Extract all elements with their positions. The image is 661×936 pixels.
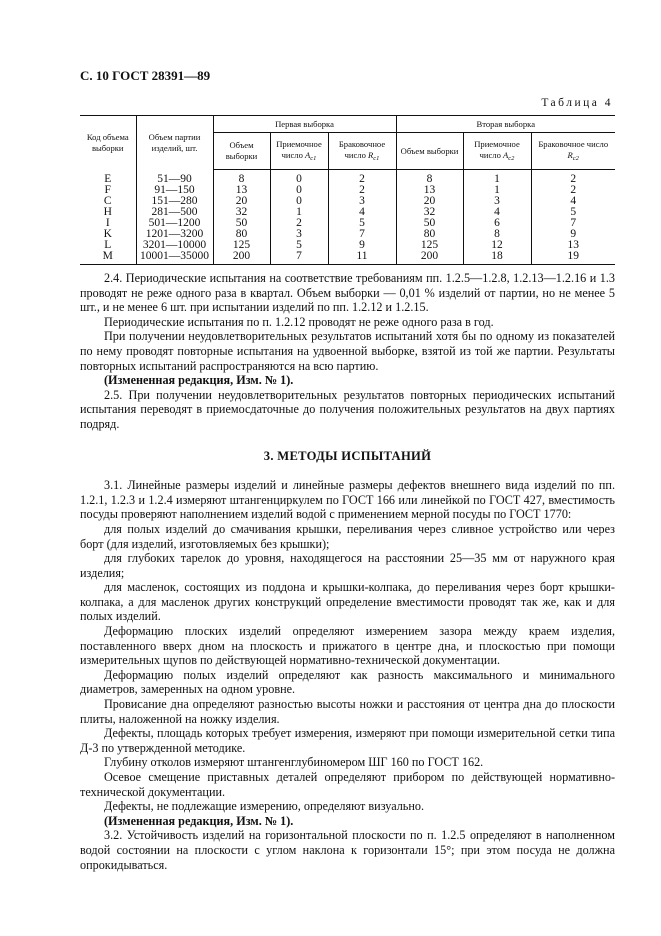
cell-code: C	[103, 195, 112, 207]
cell-code: K	[103, 228, 112, 240]
cell-lot: 1201—3200	[136, 229, 213, 240]
cell-volume-1: 80	[213, 229, 270, 240]
page-header: С. 10 ГОСТ 28391—89	[80, 68, 211, 83]
paragraph-deform-flat: Деформацию плоских изделий определяют измерением зазора между краем изделия, поставленного вверх дном на плоскость и прижатого в центре дна, и плоскостью при помощи измерительных щупов по действующей нормативно-технической документации.	[80, 624, 615, 668]
cell-volume-2: 200	[396, 251, 463, 265]
paragraph-chips: Глубину отколов измеряют штангенглубиномером ШГ 160 по ГОСТ 162.	[104, 755, 484, 770]
cell-reject-1: 7	[328, 229, 396, 240]
cell-volume-1: 20	[213, 196, 270, 207]
cell-reject-2: 2	[531, 170, 615, 186]
cell-accept-2: 1	[463, 185, 531, 196]
paragraph-3-1: 3.1. Линейные размеры изделий и линейные размеры дефектов внешнего вида изделий по пп. 1.2.1, 1.2.3 и 1.2.4 измеряют штангенциркулем по ГОСТ 166 или линейкой по ГОСТ 427, вместимость посуды проверяют наполнением изделий водой с применением мерной посуды по ГОСТ 1770:	[80, 478, 615, 522]
cell-reject-2: 4	[531, 196, 615, 207]
table-row	[80, 251, 615, 265]
paragraph-defects-area: Дефекты, площадь которых требует измерения, измеряют при помощи измерительной сетки типа Д-3 по утвержденной методике.	[80, 726, 615, 755]
paragraph-deform-hollow: Деформацию полых изделий определяют как разность максимального и минимального диаметров, замеренных на одном уровне.	[80, 667, 615, 697]
cell-code: M	[80, 251, 136, 265]
cell-reject-1: 5	[328, 218, 396, 229]
cell-accept-1: 7	[270, 251, 328, 265]
header-reject-2: Браковочное число $R_{c2}$	[531, 133, 615, 170]
cell-volume-2: 80	[396, 229, 463, 240]
paragraph-deep-plates: для глубоких тарелок до уровня, находящегося на расстоянии 25—35 мм от наружного края изделия;	[80, 551, 615, 580]
header-accept-2: Приемочное число $A_{c2}$	[463, 133, 531, 170]
cell-reject-1: 2	[328, 185, 396, 196]
header-accept-1: Приемочное число $A_{c1}$	[270, 133, 328, 170]
paragraph-2-5: 2.5. При получении неудовлетворительных результатов повторных периодических испытаний испытания переводят в приемосдаточные до получения положительных результатов на двух партиях подряд.	[80, 387, 615, 431]
header-code: Код объема выборки	[80, 116, 136, 170]
cell-volume-2: 20	[396, 196, 463, 207]
paragraph-hollow: для полых изделий до смачивания крышки, переливания через сливное устройство или через борт (для изделий, изготовляемых без крышки);	[80, 521, 615, 551]
cell-volume-1: 32	[213, 207, 270, 218]
cell-volume-2: 125	[396, 240, 463, 251]
cell-lot: 10001—35000	[136, 251, 213, 265]
cell-lot: 501—1200	[136, 218, 213, 229]
cell-reject-1: 4	[328, 207, 396, 218]
paragraph-3-2: 3.2. Устойчивость изделий на горизонтальной плоскости по п. 1.2.5 определяют в наполненном водой состоянии на плоскости с углом наклона к горизонтали 15°; при этом посуда не должна опрокидываться.	[80, 828, 615, 872]
cell-reject-1: 2	[328, 170, 396, 186]
header-second-sample: Вторая выборка	[396, 116, 615, 133]
cell-reject-1: 3	[328, 196, 396, 207]
cell-volume-1: 200	[213, 251, 270, 265]
cell-accept-1: 1	[270, 207, 328, 218]
cell-reject-1: 11	[328, 251, 396, 265]
cell-accept-1: 0	[270, 196, 328, 207]
cell-accept-2: 6	[463, 218, 531, 229]
cell-lot: 151—280	[136, 196, 213, 207]
amendment-note: (Измененная редакция, Изм. № 1).	[104, 813, 294, 828]
header-volume-1: Объем выборки	[213, 133, 270, 170]
body-text	[80, 271, 615, 872]
paragraph-failure: При получении неудовлетворительных результатов испытаний хотя бы по одному из показателей по нему проводят повторные испытания на удвоенной выборке, взятой из той же партии. Результаты повторных испытаний распространяются на всю партию.	[80, 329, 615, 373]
header-first-sample: Первая выборка	[213, 116, 396, 133]
cell-volume-2: 8	[396, 170, 463, 186]
cell-accept-2: 4	[463, 207, 531, 218]
cell-lot: 51—90	[136, 170, 213, 186]
table-body	[80, 170, 615, 265]
cell-volume-2: 13	[396, 185, 463, 196]
paragraph-axial-offset: Осевое смещение приставных деталей определяют прибором по действующей нормативно-технической документации.	[80, 770, 615, 799]
header-lot-size: Объем партии изделий, шт.	[136, 116, 213, 170]
cell-volume-1: 8	[213, 170, 270, 186]
paragraph-sag: Провисание дна определяют разностью высоты ножки и расстояния от центра дна до плоскости плиты, наложенной на ножку изделия.	[80, 697, 615, 726]
cell-volume-1: 50	[213, 218, 270, 229]
section-heading: 3. МЕТОДЫ ИСПЫТАНИЙ	[263, 448, 432, 463]
sampling-table	[80, 115, 615, 265]
paragraph-visual: Дефекты, не подлежащие измерению, определяют визуально.	[104, 799, 425, 814]
cell-lot: 281—500	[136, 207, 213, 218]
cell-accept-1: 2	[270, 218, 328, 229]
cell-reject-2: 7	[531, 218, 615, 229]
cell-reject-2: 2	[531, 185, 615, 196]
cell-reject-2: 13	[531, 240, 615, 251]
paragraph-butter-dishes: для масленок, состоящих из поддона и крышки-колпака, до переливания через борт крышки-колпака, а для масленок других конструкций определение вместимости проводят так же, как и для полых изделий.	[80, 580, 615, 624]
cell-lot: 3201—10000	[136, 240, 213, 251]
amendment-note: (Измененная редакция, Изм. № 1).	[104, 373, 294, 388]
table-row	[80, 170, 615, 186]
cell-accept-1: 0	[270, 185, 328, 196]
table-label: Таблица 4	[541, 97, 613, 109]
paragraph-2-4: 2.4. Периодические испытания на соответствие требованиям пп. 1.2.5—1.2.8, 1.2.13—1.2.16 и 1.3 проводят не реже одного раза в квартал. Объем выборки — 0,01 % изделий от партии, но не менее 5 шт., и не менее 6 шт. при испытании изделий по пп. 1.2.12 и 1.2.15.	[80, 271, 615, 315]
cell-accept-2: 8	[463, 229, 531, 240]
cell-lot: 91—150	[136, 185, 213, 196]
cell-code: H	[103, 206, 112, 218]
cell-accept-2: 3	[463, 196, 531, 207]
cell-reject-1: 9	[328, 240, 396, 251]
cell-volume-2: 50	[396, 218, 463, 229]
cell-code: I	[105, 217, 110, 229]
cell-volume-2: 32	[396, 207, 463, 218]
cell-code: F	[104, 184, 111, 196]
cell-accept-2: 12	[463, 240, 531, 251]
cell-accept-2: 1	[463, 170, 531, 186]
cell-reject-2: 9	[531, 229, 615, 240]
paragraph-periodic-tests: Периодические испытания по п. 1.2.12 проводят не реже одного раза в год.	[104, 314, 494, 329]
cell-accept-1: 5	[270, 240, 328, 251]
cell-volume-1: 13	[213, 185, 270, 196]
cell-reject-2: 19	[531, 251, 615, 265]
header-volume-2: Объем выборки	[396, 133, 463, 170]
cell-accept-1: 3	[270, 229, 328, 240]
cell-accept-2: 18	[463, 251, 531, 265]
cell-accept-1: 0	[270, 170, 328, 186]
cell-code: E	[104, 172, 112, 185]
cell-volume-1: 125	[213, 240, 270, 251]
header-reject-1: Браковочное число $R_{c1}$	[328, 133, 396, 170]
cell-code: L	[104, 239, 112, 251]
cell-reject-2: 5	[531, 207, 615, 218]
